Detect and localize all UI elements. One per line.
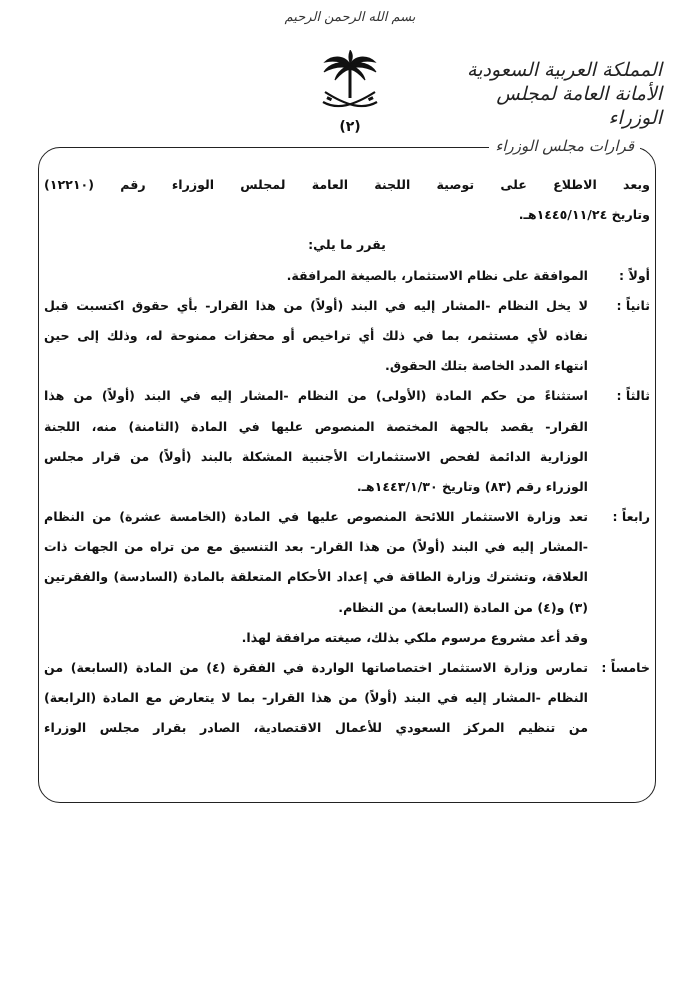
intro-line: وتاريخ ١٤٤٥/١١/٢٤هـ. <box>518 207 650 223</box>
clause-fourth <box>44 502 650 623</box>
clause-line: وقد أعد مشروع مرسوم ملكي بذلك، صيغته مرافقة لهذا. <box>241 629 588 645</box>
letterhead <box>442 58 662 130</box>
decides-heading: يقرر ما يلي: <box>308 237 386 253</box>
clause-line: النظام -المشار إليه في البند (أولاً) من هذا القرار- بما لا يتعارض مع المادة (الرابعة) <box>44 690 588 706</box>
saudi-emblem-icon <box>315 50 385 120</box>
clause-line: استثناءً من حكم المادة (الأولى) من النظام -المشار إليه في البند (أولاً) من هذا <box>44 388 588 404</box>
royal-decree-note <box>44 623 650 653</box>
frame-label: قرارات مجلس الوزراء <box>489 137 640 155</box>
clause-third <box>44 381 650 502</box>
clause-line: تعد وزارة الاستثمار اللائحة المنصوص عليها في المادة (الخامسة عشرة) من النظام <box>44 509 588 525</box>
decision-body <box>44 170 650 744</box>
clause-line: (٣) و(٤) من المادة (السابعة) من النظام. <box>338 599 588 615</box>
clause-line: الوزارية الدائمة لفحص الاستثمارات الأجنبية المشكلة بالبند (أولاً) من قرار مجلس <box>44 448 588 464</box>
clause-fifth <box>44 653 650 744</box>
country-name: المملكة العربية السعودية <box>467 59 662 81</box>
intro-line: وبعد الاطلاع على توصية اللجنة العامة لمجلس الوزراء رقم (١٢٢١٠) <box>44 177 650 192</box>
clause-line: -المشار إليه في البند (أولاً) من هذا القرار- بعد التنسيق مع من تراه من الجهات ذات <box>44 539 588 555</box>
clause-label: رابعاً : <box>612 509 650 525</box>
clause-label <box>588 623 650 653</box>
clause-second <box>44 291 650 382</box>
clause-line: نفاذه لأي مستثمر، بما في ذلك أي تراخيص أو محفزات ممنوحة له، وذلك إلى حين <box>44 327 588 343</box>
clause-line: لا يخل النظام -المشار إليه في البند (أولاً) من هذا القرار- بأي حقوق اكتسبت قبل <box>44 297 588 313</box>
clause-label: ثالثاً : <box>616 388 650 404</box>
clause-line: تمارس وزارة الاستثمار اختصاصاتها الواردة في الفقرة (٤) من المادة (السابعة) من <box>44 660 589 676</box>
clause-line: العلاقة، وتشترك وزارة الطاقة في إعداد الأحكام المتعلقة بالمادة (السادسة) والفقرتين <box>44 569 588 585</box>
clause-label: أولاً : <box>619 267 650 283</box>
page-number: (٢) <box>339 119 361 135</box>
clause-line: الوزراء رقم (٨٣) وتاريخ ١٤٤٣/١/٣٠هـ. <box>356 478 588 494</box>
clause-label: خامساً : <box>601 660 650 676</box>
clause-line: انتهاء المدد الخاصة بتلك الحقوق. <box>385 358 588 374</box>
organization-name: الأمانة العامة لمجلس الوزراء <box>496 83 662 129</box>
clause-line: القرار- يقصد بالجهة المختصة المنصوص عليها في المادة (الثامنة) منه، اللجنة <box>44 418 588 434</box>
clause-line: الموافقة على نظام الاستثمار، بالصيغة المرافقة. <box>286 267 588 283</box>
clause-label: ثانياً : <box>616 297 650 313</box>
clause-line: من تنظيم المركز السعودي للأعمال الاقتصادية، الصادر بقرار مجلس الوزراء <box>44 720 588 736</box>
basmala: بسم الله الرحمن الرحيم <box>284 10 416 25</box>
clause-first <box>44 261 650 291</box>
